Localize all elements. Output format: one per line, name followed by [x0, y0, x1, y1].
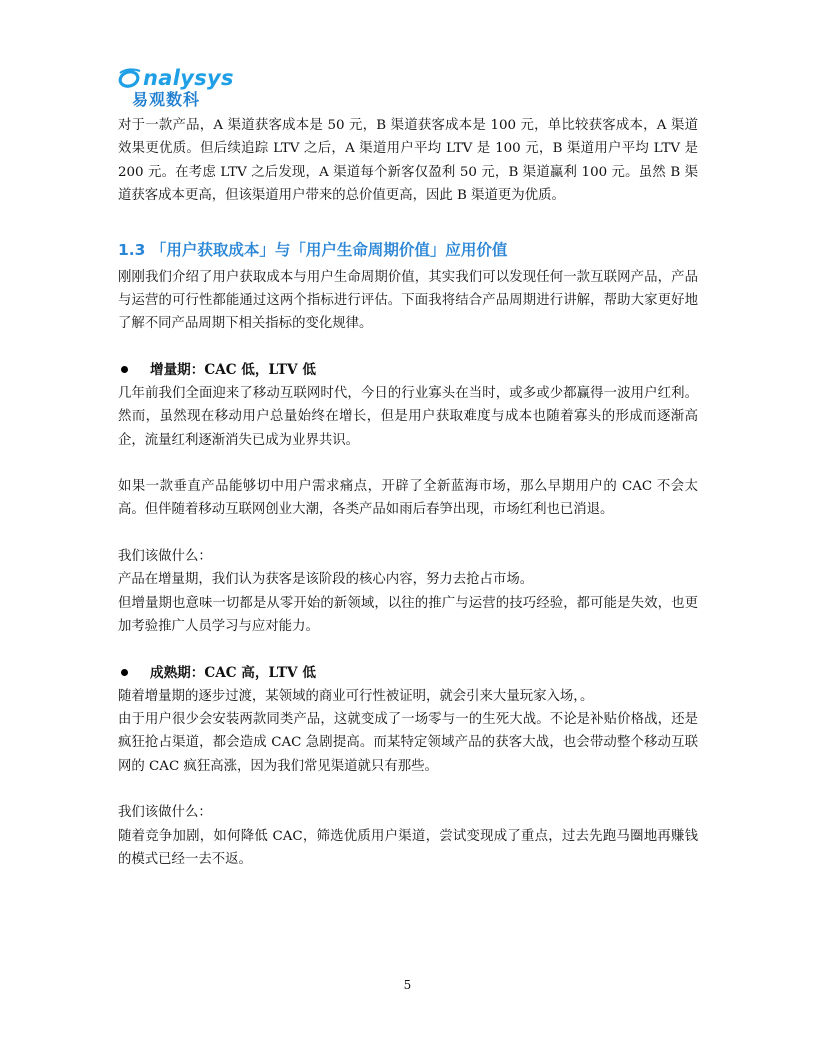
mature-stage-bullet — [118, 661, 698, 685]
mature-stage-title: 成熟期：CAC 高，LTV 低 — [150, 664, 316, 681]
logo-chinese-text: 易观数科 — [132, 90, 201, 109]
bullet-dot-icon — [121, 669, 128, 676]
growth-stage-title: 增量期：CAC 低，LTV 低 — [150, 361, 316, 378]
page-number: 5 — [403, 978, 412, 992]
mature-paragraph-1: 随着增量期的逐步过渡，某领域的商业可行性被证明，就会引来大量玩家入场，。 — [118, 688, 594, 704]
logo-brand — [118, 66, 238, 90]
section-heading: 1.3 「用户获取成本」与「用户生命周期价值」应用价值 — [118, 240, 508, 259]
mature-paragraph-2: 由于用户很少会安装两款同类产品，这就变成了一场零与一的生死大战。不论是补贴价格战，还是疯狂抢占渠道，都会造成 CAC 急剧提高。而某特定领域产品的获客大战，也会带动整个移动互联网的 CAC 疯狂高涨，因为我们常见渠道就只有那些。 — [118, 711, 698, 774]
section-intro-paragraph: 刚刚我们介绍了用户获取成本与用户生命周期价值，其实我们可以发现任何一款互联网产品，产品与运营的可行性都能通过这两个指标进行评估。下面我将结合产品周期进行讲解，帮助大家更好地了解不同产品周期下相关指标的变化规律。 — [118, 269, 698, 332]
growth-todo-2: 但增量期也意味一切都是从零开始的新领域，以往的推广与运营的技巧经验，都可能是失效，也更加考验推广人员学习与应对能力。 — [118, 595, 698, 635]
company-logo — [118, 66, 238, 116]
growth-stage-bullet — [118, 358, 698, 382]
mature-todo-1: 随着竞争加剧，如何降低 CAC，筛选优质用户渠道，尝试变现成了重点，过去先跑马圈地再赚钱的模式已经一去不返。 — [118, 828, 698, 867]
mature-todo-label: 我们该做什么： — [118, 805, 212, 821]
logo-swoosh-icon — [118, 67, 142, 89]
bullet-dot-icon — [121, 366, 128, 373]
document-body — [118, 114, 698, 871]
intro-paragraph: 对于一款产品，A 渠道获客成本是 50 元，B 渠道获客成本是 100 元，单比较获客成本，A 渠道效果更优质。但后续追踪 LTV 之后，A 渠道用户平均 LTV 是 100 元，B 渠道用户平均 LTV 是 200 元。在考虑 LTV 之后发现，A 渠道每个新客仅盈利 50 元，B 渠道赢利 100 元。虽然 B 渠道获客成本更高，但该渠道用户带来的总价值更高，因此 B 渠道更为优质。 — [118, 118, 698, 204]
growth-paragraph-2: 如果一款垂直产品能够切中用户需求痛点，开辟了全新蓝海市场，那么早期用户的 CAC 不会太高。但伴随着移动互联网创业大潮，各类产品如雨后春笋出现，市场红利也已消退。 — [118, 479, 698, 518]
logo-brand-text: nalysys — [143, 66, 234, 90]
growth-paragraph-1: 几年前我们全面迎来了移动互联网时代，今日的行业寡头在当时，或多或少都赢得一波用户红利。然而，虽然现在移动用户总量始终在增长，但是用户获取难度与成本也随着寡头的形成而逐渐高企，流量红利逐渐消失已成为业界共识。 — [118, 385, 698, 448]
growth-todo-1: 产品在增量期，我们认为获客是该阶段的核心内容，努力去抢占市场。 — [118, 572, 534, 588]
growth-todo-label: 我们该做什么： — [118, 548, 212, 564]
